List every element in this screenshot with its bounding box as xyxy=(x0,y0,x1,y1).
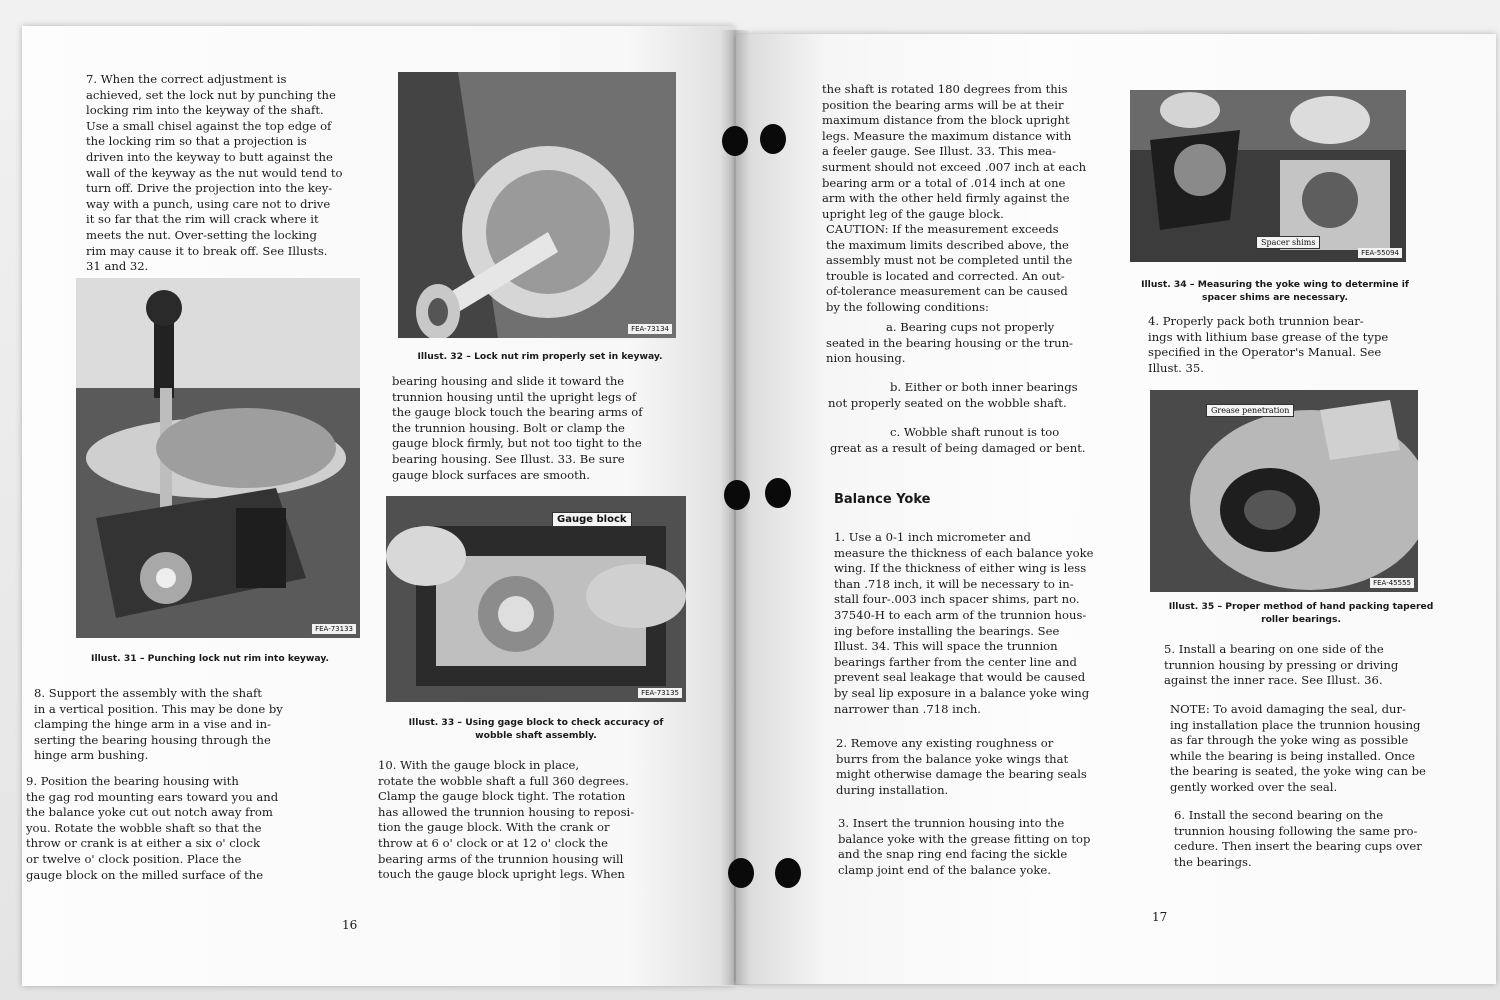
condition-c-text: c. Wobble shaft runout is too great as a result of being damaged or bent. xyxy=(830,425,1086,455)
gauge-block-image xyxy=(386,496,686,702)
binding-hole xyxy=(724,480,750,510)
illust-32-code: FEA-73134 xyxy=(628,324,672,334)
illust-35-caption: Illust. 35 – Proper method of hand packing tapered roller bearings. xyxy=(1168,601,1434,625)
illust-34-code: FEA-55094 xyxy=(1358,248,1402,258)
illust-31-caption: Illust. 31 – Punching lock nut rim into keyway. xyxy=(91,653,329,664)
illust-33-photo xyxy=(386,496,686,702)
step-9-continued-text: bearing housing and slide it toward the trunnion housing until the upright legs of the gauge block touch the bearing arms of the trunnion housing. Bolt or clamp the gauge block firmly, but not too tight to the bearing housing. See Illust. 33. Be sure gauge block surfaces are smooth. xyxy=(392,374,643,482)
balance-step-1-text: 1. Use a 0-1 inch micrometer and measure the thickness of each balance yoke wing. If the thickness of either wing is less than .718 inch, it will be necessary to in- stall four-.003 inch spacer shims, part no. 37540-H to each arm of the trunnion hous- ing before installing the bearings. See Illust. 34. This will space the trunnion bearings farther from the center line and prevent seal leakage that would be caused by seal lip exposure in a balance yoke wing narrower than .718 inch. xyxy=(834,530,1094,716)
grease-packing-image xyxy=(1150,390,1418,592)
illust-34-photo xyxy=(1130,90,1406,262)
step-9-text: 9. Position the bearing housing with the gag rod mounting ears toward you and the balance yoke cut out notch away from you. Rotate the wobble shaft so that the throw or crank is at either a six o' clock or twelve o' clock position. Place the gauge block on the milled surface of the xyxy=(26,774,279,882)
illust-33-code: FEA-73135 xyxy=(638,688,682,698)
hammer-punch-image xyxy=(76,278,360,638)
grease-penetration-label: Grease penetration xyxy=(1206,404,1294,417)
illust-32-photo xyxy=(398,72,676,338)
balance-yoke-heading: Balance Yoke xyxy=(834,492,931,507)
binding-hole xyxy=(760,124,786,154)
binding-hole xyxy=(765,478,791,508)
step-10-continued-text: the shaft is rotated 180 degrees from this position the bearing arms will be at their maximum distance from the block upright legs. Measure the maximum distance with a feeler gauge. See Illust. 33. This mea- surment should not exceed .007 inch at each bearing arm or a total of .014 inch at one arm with the other held firmly against the upright leg of the gauge block. xyxy=(822,82,1087,221)
balance-step-3-text: 3. Insert the trunnion housing into the balance yoke with the grease fitting on top and the snap ring end facing the sickle clamp joint end of the balance yoke. xyxy=(838,816,1091,877)
condition-a-text: a. Bearing cups not properly seated in the bearing housing or the trun- nion housing. xyxy=(826,320,1073,366)
illust-35-photo xyxy=(1150,390,1418,592)
gauge-block-label: Gauge block xyxy=(552,512,632,527)
page-number-17: 17 xyxy=(1152,910,1168,924)
condition-b-text: b. Either or both inner bearings not properly seated on the wobble shaft. xyxy=(828,380,1078,410)
caution-text: CAUTION: If the measurement exceeds the maximum limits described above, the assembly must not be completed until the trouble is located and corrected. An out- of-tolerance measurement can be caused by the following conditions: xyxy=(826,222,1073,314)
illust-31-code: FEA-73133 xyxy=(312,624,356,634)
step-8-text: 8. Support the assembly with the shaft in a vertical position. This may be done by clamping the hinge arm in a vise and in- serting the bearing housing through the hinge arm bushing. xyxy=(34,686,283,763)
illust-32-caption: Illust. 32 – Lock nut rim properly set in keyway. xyxy=(417,351,663,362)
step-7-text: 7. When the correct adjustment is achieved, set the lock nut by punching the locking rim into the keyway of the shaft. Use a small chisel against the top edge of the locking rim so that a projection is driven into the keyway to butt against the wall of the keyway as the nut would tend to turn off. Drive the projection into the key- way with a punch, using care not to drive it so far that the rim will crack where it meets the nut. Over-setting the locking rim may cause it to break off. See Illusts. 31 and 32. xyxy=(86,72,343,274)
illust-34-caption: Illust. 34 – Measuring the yoke wing to determine if spacer shims are necessary. xyxy=(1141,279,1409,303)
spacer-shims-label: Spacer shims xyxy=(1256,236,1320,249)
balance-step-6-text: 6. Install the second bearing on the trunnion housing following the same pro- cedure. Then insert the bearing cups over the bearings. xyxy=(1174,808,1422,869)
balance-step-5-text: 5. Install a bearing on one side of the trunnion housing by pressing or driving against the inner race. See Illust. 36. xyxy=(1164,642,1399,688)
balance-step-2-text: 2. Remove any existing roughness or burrs from the balance yoke wings that might otherwise damage the bearing seals during installation. xyxy=(836,736,1087,797)
illust-35-code: FEA-45555 xyxy=(1370,578,1414,588)
note-text: NOTE: To avoid damaging the seal, dur- ing installation place the trunnion housing as far through the yoke wing as possible while the bearing is being installed. Once the bearing is seated, the yoke wing can be gently worked over the seal. xyxy=(1170,702,1426,794)
binding-hole xyxy=(775,858,801,888)
lock-nut-image xyxy=(398,72,676,338)
balance-step-4-text: 4. Properly pack both trunnion bear- ings with lithium base grease of the type specified in the Operator's Manual. See Illust. 35. xyxy=(1148,314,1389,375)
illust-33-caption: Illust. 33 – Using gage block to check accuracy of wobble shaft assembly. xyxy=(408,717,664,741)
illust-31-photo xyxy=(76,278,360,638)
binding-hole xyxy=(728,858,754,888)
page-number-16: 16 xyxy=(342,918,358,932)
binding-hole xyxy=(722,126,748,156)
step-10-text: 10. With the gauge block in place, rotate the wobble shaft a full 360 degrees. Clamp the gauge block tight. The rotation has allowed the trunnion housing to reposi- tion the gauge block. With the crank or throw at 6 o' clock or at 12 o' clock the bearing arms of the trunnion housing will touch the gauge block upright legs. When xyxy=(378,758,635,882)
